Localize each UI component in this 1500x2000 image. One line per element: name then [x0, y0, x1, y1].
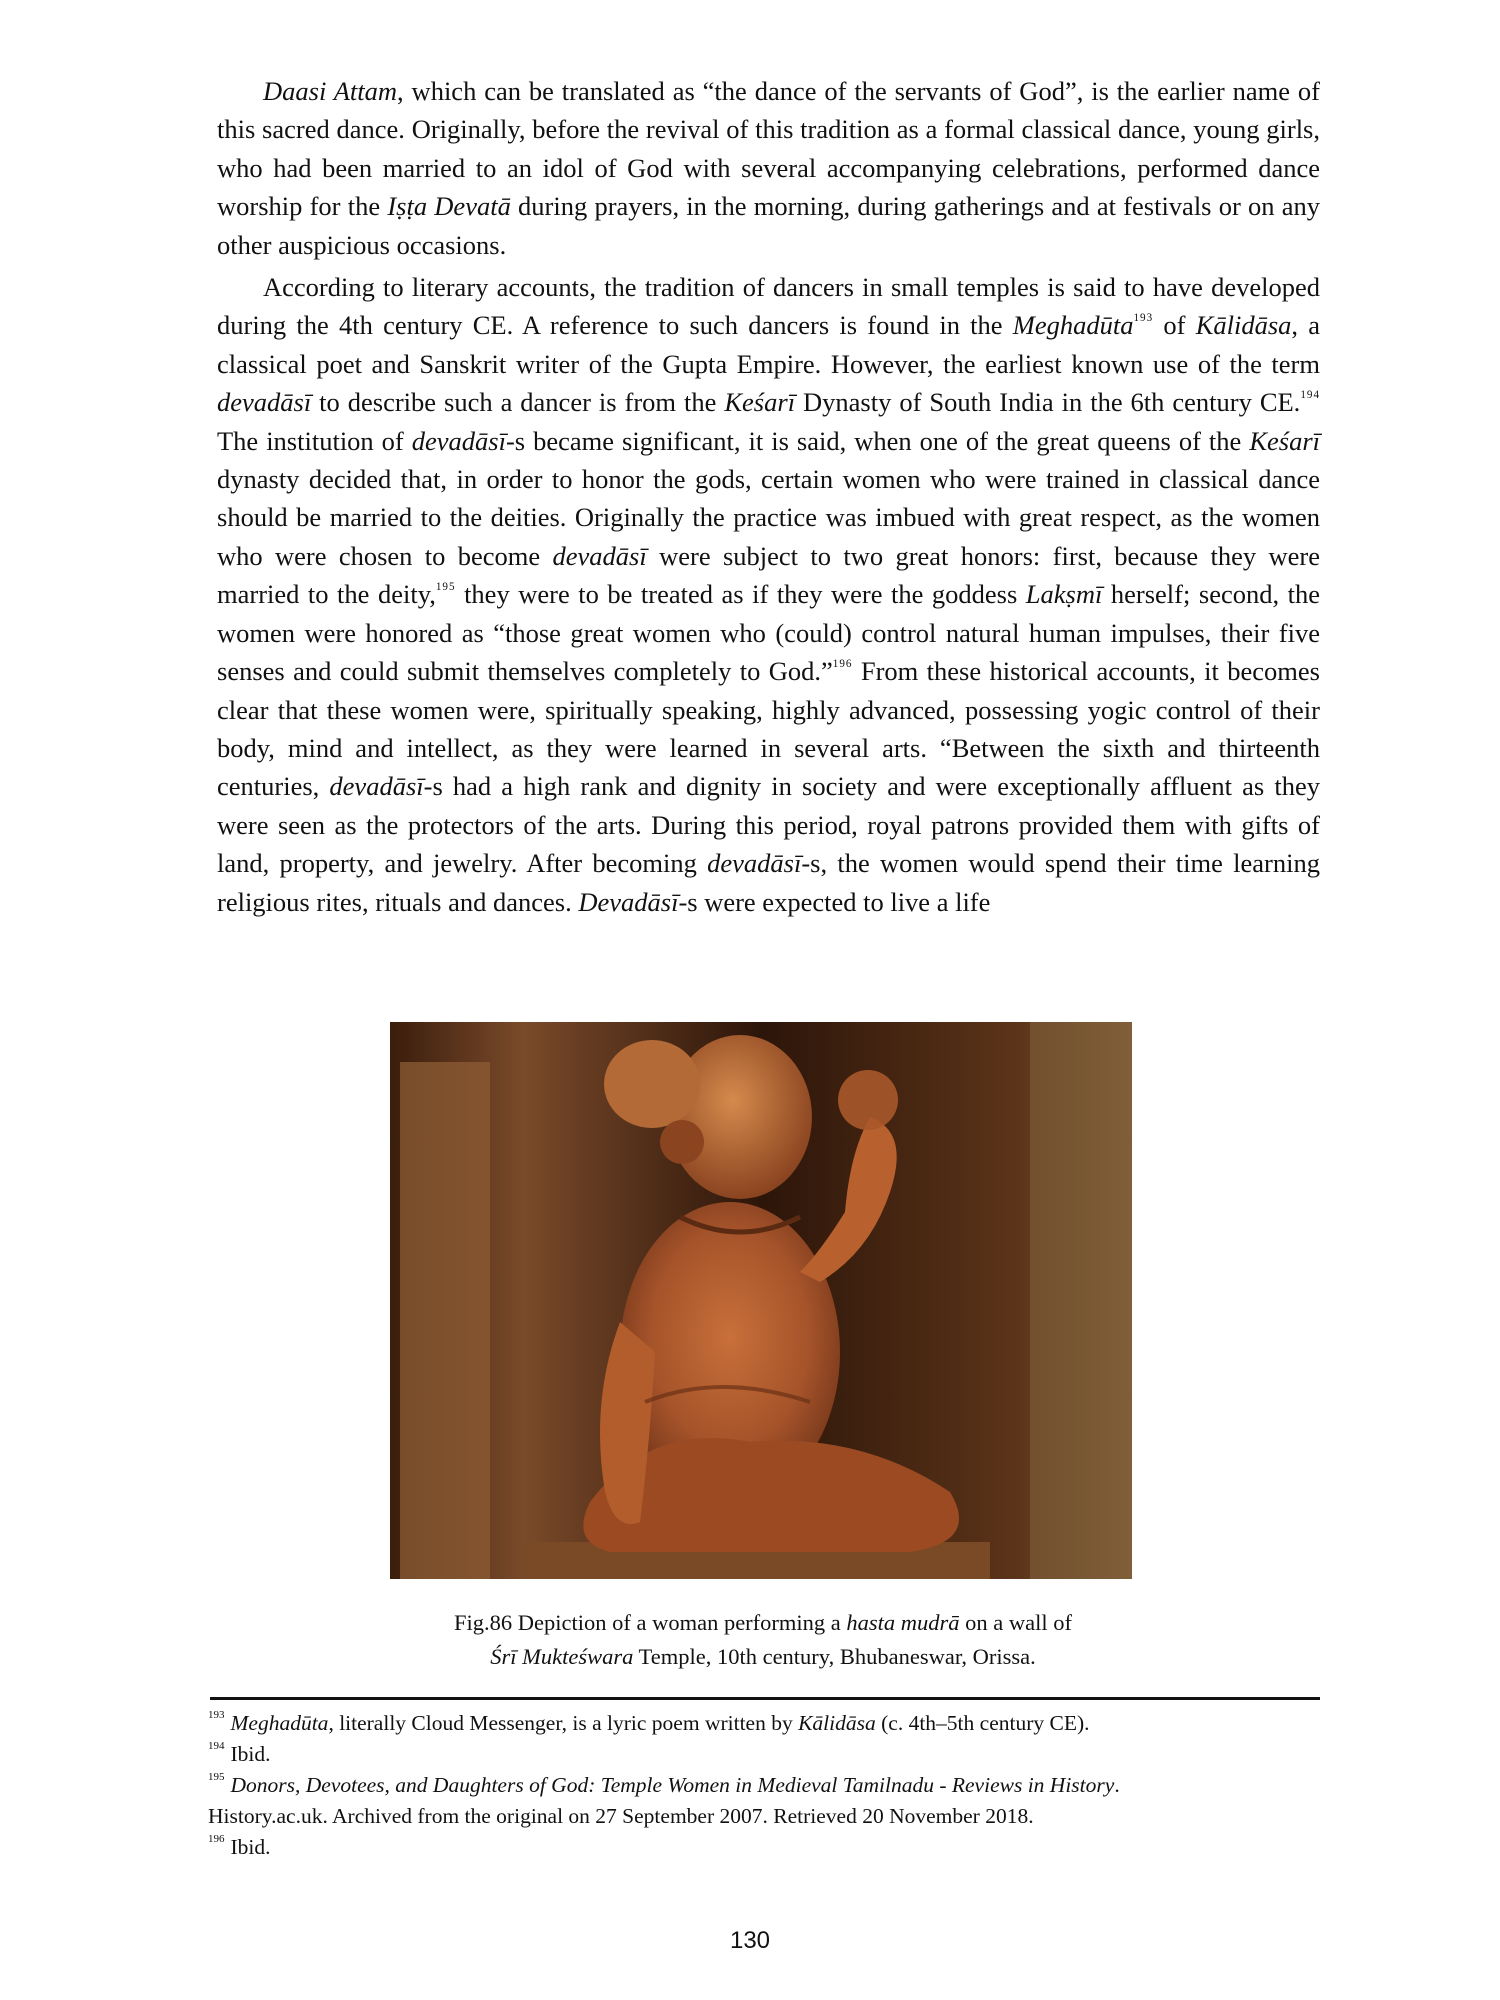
footnote-text [231, 1773, 1120, 1797]
italic-term: Devadāsī [578, 886, 679, 917]
text-run: From these historical accounts, it becomes clear that these women were, spiritually speaking, highly advanced, possessing yogic control of their body, mind and intellect, as they were learned in several arts. “Between the sixth and thirteenth centuries, [217, 656, 1320, 802]
body-text [217, 72, 1320, 921]
footnote-text [231, 1742, 271, 1766]
footnote-ref: 196 [832, 658, 853, 671]
italic-term: Meghadūta [230, 1711, 329, 1735]
italic-term: Kālidāsa [1195, 310, 1292, 341]
text-run: Dynasty of South India in the 6th century CE. [795, 387, 1301, 418]
footnote-ref: 194 [1300, 389, 1320, 402]
italic-term: Keśarī [1249, 425, 1320, 456]
italic-term: hasta mudrā [846, 1610, 960, 1635]
footnote [208, 1739, 1323, 1770]
text-run: -s were expected to live a life [678, 886, 991, 917]
footnotes [208, 1708, 1323, 1863]
text-run: during prayers, in the morning, during gatherings and at festivals or on any other auspicious occasions. [217, 191, 1320, 260]
italic-term: Kālidāsa [798, 1711, 876, 1735]
footnote-ref: 193 [1133, 312, 1154, 325]
footnote-continuation: History.ac.uk. Archived from the original on 27 September 2007. Retrieved 20 November 2018. [208, 1804, 1034, 1828]
footnote-number: 193 [208, 1709, 225, 1721]
text-run: Fig.86 Depiction of a woman performing a [453, 1610, 847, 1635]
paragraph [217, 72, 1320, 264]
page-number: 130 [729, 1927, 771, 1954]
italic-term: devadāsī [411, 425, 506, 456]
text-run: on a wall of [959, 1610, 1073, 1635]
text-run: of [1153, 310, 1196, 341]
footnote [208, 1770, 1323, 1832]
paragraph [217, 268, 1320, 921]
italic-term: devadāsī [217, 387, 312, 418]
caption-line [330, 1606, 1196, 1640]
text-run: were subject to two great honors: first, because they were married to the deity, [217, 540, 1320, 610]
footnote-number: 196 [208, 1833, 225, 1845]
footnote [208, 1832, 1323, 1863]
text-run: -s had a high rank and dignity in society and were exceptionally affluent as they were seen as the protectors of the arts. During this period, royal patrons provided them with gifts of land, property, and jewelry. After becoming [217, 771, 1321, 879]
italic-term: Iṣṭa Devatā [387, 191, 511, 222]
text-run: . [1114, 1773, 1120, 1797]
text-run: they were to be treated as if they were the goddess [455, 579, 1026, 610]
text-run: , a classical poet and Sanskrit writer of the Gupta Empire. However, the earliest known use of the term [217, 310, 1321, 379]
italic-term: Donors, Devotees, and Daughters of God: Temple Women in Medieval Tamilnadu - Reviews in History [230, 1773, 1115, 1797]
text-run: dynasty decided that, in order to honor the gods, certain women who were trained in classical dance should be married to the deities. Originally the practice was imbued with great respect, as the women who were chosen to become [217, 464, 1320, 571]
caption-line [330, 1640, 1196, 1674]
italic-term: devadāsī [329, 771, 424, 802]
text-run: Ibid. [230, 1742, 271, 1766]
italic-term: Meghadūta [1012, 310, 1134, 341]
footnote-number: 195 [208, 1771, 225, 1783]
temple-relief-image [390, 1022, 1132, 1579]
text-run: -s became significant, it is said, when one of the great queens of the [505, 425, 1250, 456]
italic-term: Daasi Attam [263, 76, 398, 106]
italic-term: Śrī Mukteśwara [490, 1644, 634, 1669]
figure-caption [330, 1606, 1196, 1674]
footnote [208, 1708, 1323, 1739]
footnote-ref: 195 [435, 581, 456, 594]
text-run: (c. 4th–5th century CE). [875, 1711, 1090, 1735]
footnote-divider [210, 1697, 1320, 1700]
text-run: Temple, 10th century, Bhubaneswar, Orissa. [633, 1644, 1036, 1669]
footnote-number: 194 [208, 1740, 225, 1752]
text-run: -s, the women would spend their time learning religious rites, rituals and dances. [217, 848, 1320, 917]
italic-term: devadāsī [707, 848, 802, 879]
text-run: , literally Cloud Messenger, is a lyric poem written by [328, 1711, 799, 1735]
text-run: to describe such a dancer is from the [311, 387, 725, 418]
text-run: , which can be translated as “the dance of the servants of God”, is the earlier name of this sacred dance. Originally, before the revival of this tradition as a formal classical dance, young girls, who had been married to an idol of God with several accompanying celebrations, performed dance worship for the [217, 76, 1320, 222]
text-run: According to literary accounts, the tradition of dancers in small temples is said to have developed during the 4th century CE. A reference to such dancers is found in the [217, 272, 1320, 341]
footnote-text [231, 1711, 1090, 1735]
italic-term: Keśarī [724, 387, 796, 418]
italic-term: Lakṣmī [1025, 579, 1103, 610]
text-run: Ibid. [230, 1835, 271, 1859]
text-run: herself; second, the women were honored as “those great women who (could) control natural human impulses, their five senses and could submit themselves completely to God.” [217, 579, 1320, 687]
text-run: The institution of [217, 425, 412, 456]
figure-photo [390, 1022, 1132, 1579]
footnote-text [231, 1835, 271, 1859]
italic-term: devadāsī [552, 540, 647, 571]
